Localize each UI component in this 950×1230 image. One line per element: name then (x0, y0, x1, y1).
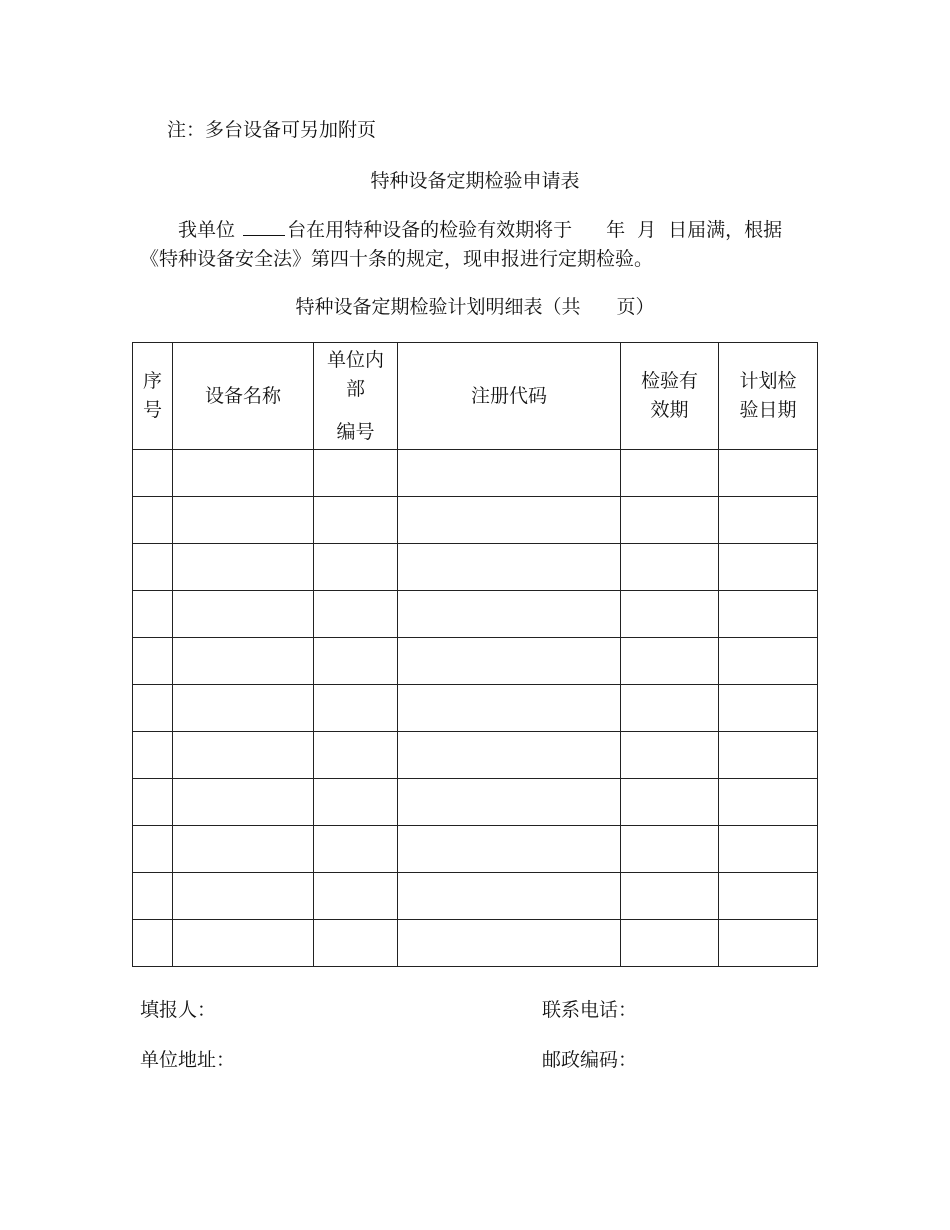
cell-unit-internal-number[interactable] (314, 873, 398, 920)
cell-seq[interactable] (133, 638, 173, 685)
cell-plan-date[interactable] (719, 638, 818, 685)
table-title (0, 292, 950, 319)
cell-seq[interactable] (133, 685, 173, 732)
header-unit-line3: 编号 (336, 420, 375, 443)
cell-unit-internal-number[interactable] (314, 544, 398, 591)
cell-validity[interactable] (621, 873, 719, 920)
table-body (133, 450, 818, 967)
header-validity-line1: 检验有 (640, 370, 698, 392)
cell-seq[interactable] (133, 544, 173, 591)
header-plan-line1: 计划检 (739, 370, 797, 392)
cell-seq[interactable] (133, 591, 173, 638)
cell-device-name[interactable] (173, 920, 314, 967)
header-validity-line2: 效期 (650, 399, 689, 421)
cell-plan-date[interactable] (719, 544, 818, 591)
cell-seq[interactable] (133, 826, 173, 873)
cell-seq[interactable] (133, 497, 173, 544)
cell-plan-date[interactable] (719, 732, 818, 779)
cell-device-name[interactable] (173, 638, 314, 685)
cell-device-name[interactable] (173, 450, 314, 497)
cell-validity[interactable] (621, 779, 719, 826)
cell-device-name[interactable] (173, 591, 314, 638)
note-text: 注：多台设备可另加附页 (167, 119, 377, 141)
cell-unit-internal-number[interactable] (314, 450, 398, 497)
table-row (133, 920, 818, 967)
cell-device-name[interactable] (173, 732, 314, 779)
header-unit-line2: 部 (345, 377, 365, 400)
cell-seq[interactable] (133, 450, 173, 497)
paragraph-year: 年 (606, 219, 626, 241)
cell-registration-code[interactable] (398, 685, 621, 732)
cell-validity[interactable] (621, 685, 719, 732)
cell-registration-code[interactable] (398, 591, 621, 638)
cell-unit-internal-number[interactable] (314, 685, 398, 732)
cell-registration-code[interactable] (398, 920, 621, 967)
cell-validity[interactable] (621, 826, 719, 873)
cell-validity[interactable] (621, 732, 719, 779)
cell-device-name[interactable] (173, 685, 314, 732)
header-validity (621, 343, 719, 450)
cell-plan-date[interactable] (719, 920, 818, 967)
cell-unit-internal-number[interactable] (314, 826, 398, 873)
cell-validity[interactable] (621, 497, 719, 544)
table-row (133, 732, 818, 779)
filler-label: 填报人： (140, 999, 217, 1021)
cell-unit-internal-number[interactable] (314, 920, 398, 967)
cell-registration-code[interactable] (398, 873, 621, 920)
cell-unit-internal-number[interactable] (314, 497, 398, 544)
table-header-row (133, 343, 818, 450)
postcode-label: 邮政编码： (542, 1049, 638, 1071)
cell-plan-date[interactable] (719, 779, 818, 826)
paragraph-part3: 日届满，根据《特种设备安全法》第四十条的规定，现申报进行定期检验。 (140, 219, 783, 270)
cell-device-name[interactable] (173, 544, 314, 591)
table-row (133, 450, 818, 497)
table-row (133, 544, 818, 591)
application-paragraph (140, 216, 820, 274)
cell-unit-internal-number[interactable] (314, 591, 398, 638)
cell-registration-code[interactable] (398, 544, 621, 591)
cell-validity[interactable] (621, 450, 719, 497)
header-unit-internal-number (314, 343, 398, 450)
header-seq (133, 343, 173, 450)
cell-device-name[interactable] (173, 826, 314, 873)
table-title-suffix: 页） (616, 296, 655, 318)
table-row (133, 826, 818, 873)
cell-plan-date[interactable] (719, 873, 818, 920)
cell-seq[interactable] (133, 779, 173, 826)
cell-seq[interactable] (133, 920, 173, 967)
header-registration-code: 注册代码 (398, 343, 621, 450)
header-plan-line2: 验日期 (739, 399, 797, 421)
header-seq-label: 序号 (142, 370, 162, 421)
cell-plan-date[interactable] (719, 826, 818, 873)
cell-registration-code[interactable] (398, 779, 621, 826)
table-row (133, 497, 818, 544)
cell-plan-date[interactable] (719, 497, 818, 544)
cell-validity[interactable] (621, 638, 719, 685)
paragraph-part2: 台在用特种设备的检验有效期将于 (287, 219, 573, 241)
table-title-prefix: 特种设备定期检验计划明细表（共 (295, 296, 581, 318)
paragraph-part1: 我单位 (178, 219, 236, 241)
header-device-name: 设备名称 (173, 343, 314, 450)
phone-label: 联系电话： (542, 999, 638, 1021)
cell-registration-code[interactable] (398, 732, 621, 779)
cell-registration-code[interactable] (398, 450, 621, 497)
table-row (133, 779, 818, 826)
cell-registration-code[interactable] (398, 497, 621, 544)
address-label: 单位地址： (140, 1049, 236, 1071)
cell-plan-date[interactable] (719, 591, 818, 638)
quantity-blank[interactable] (243, 234, 285, 236)
cell-validity[interactable] (621, 591, 719, 638)
header-plan-date (719, 343, 818, 450)
form-title: 特种设备定期检验申请表 (370, 170, 580, 192)
table-row (133, 638, 818, 685)
cell-validity[interactable] (621, 544, 719, 591)
cell-seq[interactable] (133, 732, 173, 779)
cell-device-name[interactable] (173, 497, 314, 544)
cell-device-name[interactable] (173, 873, 314, 920)
paragraph-month: 月 (637, 219, 657, 241)
cell-plan-date[interactable] (719, 685, 818, 732)
inspection-plan-table (132, 342, 818, 967)
header-unit-line1: 单位内 (326, 348, 384, 371)
table-row (133, 873, 818, 920)
cell-unit-internal-number[interactable] (314, 779, 398, 826)
cell-validity[interactable] (621, 920, 719, 967)
cell-plan-date[interactable] (719, 450, 818, 497)
cell-device-name[interactable] (173, 779, 314, 826)
table-row (133, 591, 818, 638)
cell-registration-code[interactable] (398, 638, 621, 685)
cell-unit-internal-number[interactable] (314, 638, 398, 685)
table-row (133, 685, 818, 732)
cell-unit-internal-number[interactable] (314, 732, 398, 779)
cell-registration-code[interactable] (398, 826, 621, 873)
cell-seq[interactable] (133, 873, 173, 920)
